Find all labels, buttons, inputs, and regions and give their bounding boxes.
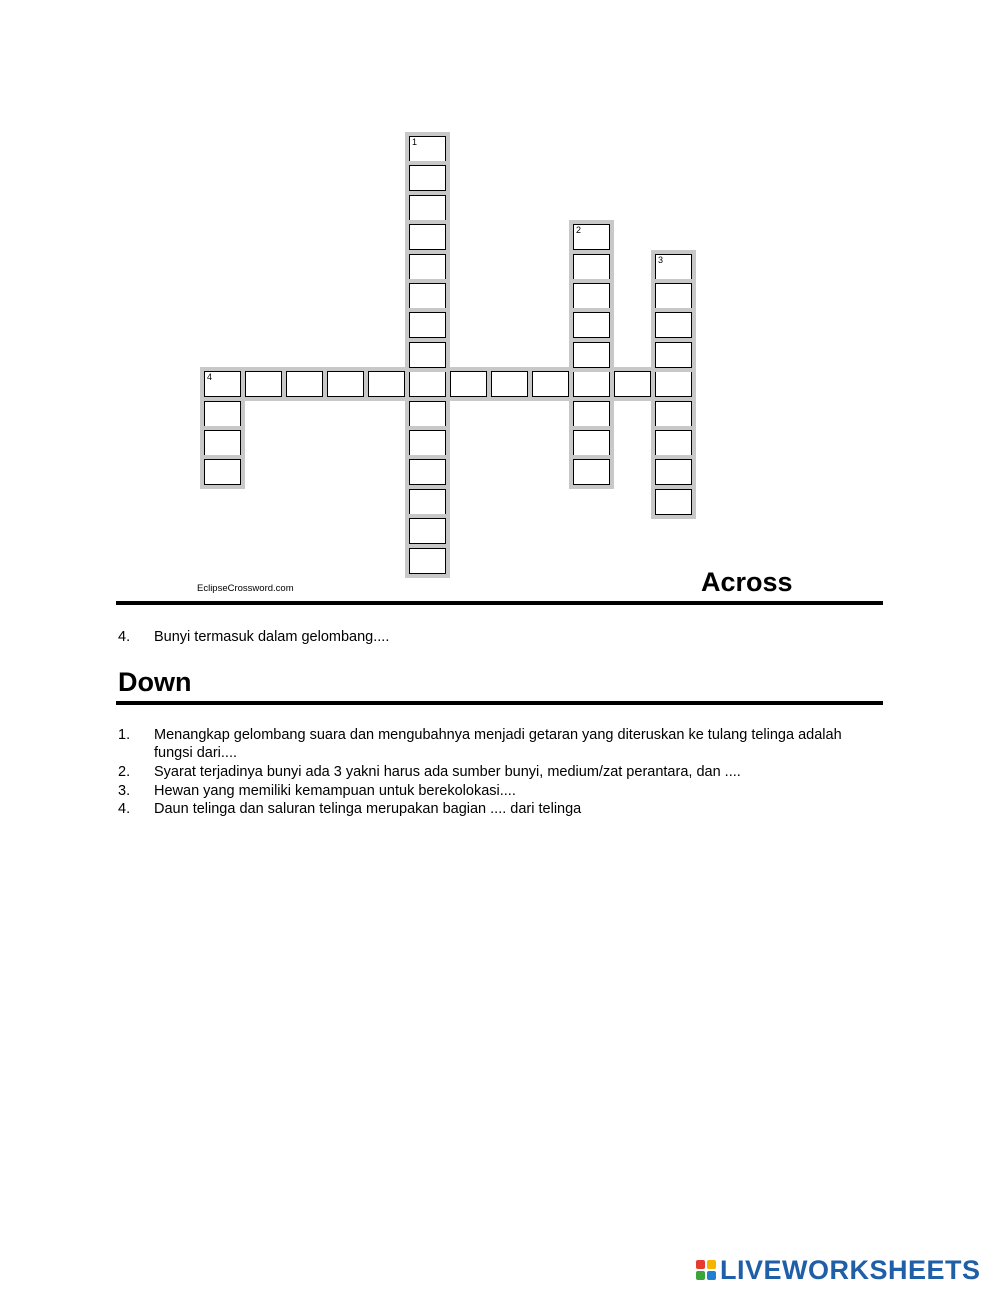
clue-text: Menangkap gelombang suara dan mengubahnya menjadi getaran yang diteruskan ke tulang telinga adalah fungsi dari.... [154, 727, 842, 761]
clue-text: Hewan yang memiliki kemampuan untuk berekolokasi.... [154, 783, 516, 799]
crossword-cell[interactable] [204, 430, 241, 456]
crossword-cell[interactable] [409, 489, 446, 515]
liveworksheets-logo [696, 1255, 981, 1285]
clue-number: 4. [118, 801, 131, 817]
crossword-cell[interactable] [245, 371, 282, 397]
crossword-cell[interactable] [655, 342, 692, 368]
crossword-cell[interactable] [655, 371, 692, 397]
clue-number: 1. [118, 727, 131, 743]
crossword-cell[interactable] [409, 195, 446, 221]
crossword-cell[interactable] [327, 371, 364, 397]
clue-text: Syarat terjadinya bunyi ada 3 yakni harus ada sumber bunyi, medium/zat perantara, dan .... [154, 764, 741, 780]
clue-text: Daun telinga dan saluran telinga merupakan bagian .... dari telinga [154, 801, 582, 817]
crossword-cell[interactable] [409, 254, 446, 280]
crossword-cell[interactable] [655, 283, 692, 309]
crossword-cell[interactable] [573, 283, 610, 309]
crossword-cell[interactable] [573, 312, 610, 338]
crossword-cell[interactable] [573, 342, 610, 368]
crossword-cell[interactable] [573, 254, 610, 280]
crossword-cell[interactable] [573, 401, 610, 427]
down-rule [116, 701, 883, 705]
clue-number: 2. [118, 764, 131, 780]
crossword-cell[interactable] [286, 371, 323, 397]
crossword-grid [0, 0, 1000, 600]
crossword-cell[interactable] [409, 165, 446, 191]
across-rule [116, 601, 883, 605]
crossword-cell[interactable] [368, 371, 405, 397]
crossword-cell[interactable] [614, 371, 651, 397]
clue-text: Bunyi termasuk dalam gelombang.... [154, 629, 390, 645]
crossword-cell[interactable] [409, 371, 446, 397]
logo-icon [696, 1260, 716, 1280]
brand-text: LIVEWORKSHEETS [720, 1254, 981, 1285]
clue-number: 3. [118, 783, 131, 799]
crossword-cell[interactable] [655, 312, 692, 338]
crossword-cell[interactable] [655, 459, 692, 485]
crossword-cell[interactable] [409, 401, 446, 427]
down-heading: Down [118, 667, 192, 697]
crossword-cell[interactable] [491, 371, 528, 397]
crossword-cell[interactable] [409, 548, 446, 574]
clue-number-label: 1 [412, 137, 418, 147]
crossword-cell[interactable] [409, 224, 446, 250]
crossword-cell[interactable] [655, 401, 692, 427]
crossword-cell[interactable] [409, 136, 446, 162]
crossword-cell[interactable] [573, 459, 610, 485]
crossword-cell[interactable] [409, 342, 446, 368]
clue-number-label: 3 [658, 255, 664, 265]
crossword-cell[interactable] [573, 224, 610, 250]
crossword-cell[interactable] [573, 371, 610, 397]
crossword-cell[interactable] [409, 283, 446, 309]
crossword-cell[interactable] [573, 430, 610, 456]
clue-number: 4. [118, 629, 131, 645]
clue-number-label: 4 [207, 372, 213, 382]
crossword-cell[interactable] [655, 489, 692, 515]
crossword-cell[interactable] [204, 459, 241, 485]
credit-text: EclipseCrossword.com [197, 583, 294, 594]
crossword-cell[interactable] [409, 312, 446, 338]
crossword-cell[interactable] [409, 459, 446, 485]
crossword-cell[interactable] [532, 371, 569, 397]
crossword-cell[interactable] [450, 371, 487, 397]
crossword-cell[interactable] [655, 430, 692, 456]
clue-number-label: 2 [576, 225, 582, 235]
crossword-cell[interactable] [655, 254, 692, 280]
crossword-cell[interactable] [204, 371, 241, 397]
across-heading: Across [701, 567, 793, 597]
crossword-cell[interactable] [204, 401, 241, 427]
crossword-cell[interactable] [409, 430, 446, 456]
crossword-cell[interactable] [409, 518, 446, 544]
